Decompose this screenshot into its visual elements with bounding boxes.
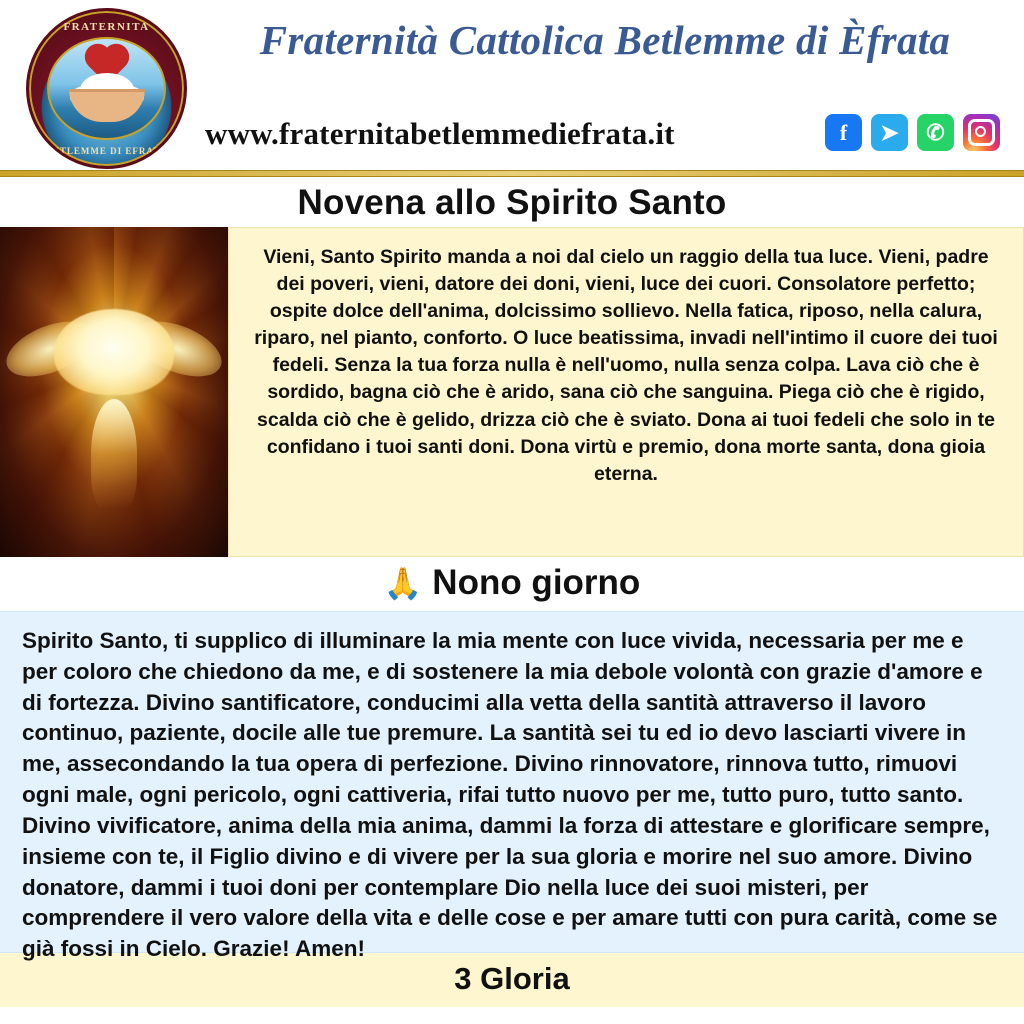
logo-ring-bottom-text: BETLEMME DI EFRATA [45,146,168,156]
praying-hands-icon: 🙏 [383,565,423,601]
logo-ring-top-text: FRATERNITA [63,21,150,33]
social-links [825,114,1000,151]
telegram-icon[interactable]: ➤ [871,114,908,151]
day-heading [0,557,1024,611]
novena-title: Novena allo Spirito Santo [297,183,727,222]
facebook-icon[interactable]: f [825,114,862,151]
dove-body [54,309,174,395]
invocation-text-panel [228,227,1024,557]
hands-icon [69,89,145,122]
instagram-icon[interactable] [963,114,1000,151]
footer-gloria: 3 Gloria [0,953,1024,1007]
dove-tail [91,399,137,509]
day-label: Nono giorno [432,563,641,602]
header [0,0,1024,170]
page-title: Fraternità Cattolica Betlemme di Èfrata [259,17,951,63]
invocation-section [0,227,1024,557]
invocation-text: Vieni, Santo Spirito manda a noi dal cielo un raggio della tua luce. Vieni, padre dei poveri, vieni, datore dei doni, vieni, luce dei cuori. Consolatore perfetto; ospite dolce dell'anima, dolcissimo sollievo. Nella fatica, riposo, nella calura, riparo, nel pianto, conforto. O luce beatissima, invadi nell'intimo il cuore dei tuoi fedeli. Senza la tua forza nulla è nell'uomo, nulla senza colpa. Lava ciò che è sordido, bagna ciò che è arido, sana ciò che sanguina. Piega ciò che è rigido, scalda ciò che è gelido, drizza ciò che è sviato. Dona ai tuoi fedeli che solo in te confidano i tuoi santi doni. Dona virtù e premio, dona morte santa, dona gioia eterna. [254,246,998,485]
holy-spirit-dove-image [0,227,228,557]
prayer-panel [0,611,1024,962]
website-url[interactable]: www.fraternitabetlemmediefrata.it [205,116,675,151]
prayer-text: Spirito Santo, ti supplico di illuminare la mia mente con luce vivida, necessaria per me e per coloro che chiedono da me, e di sostenere la mia debole volontà con grazie d'amore e di fortezza. Divino santificatore, conducimi alla vetta della santità attraverso il lavoro continuo, paziente, docile alle tue premure. La santità sei tu ed io devo lasciarti vivere in me, assecondando la tua opera di perfezione. Divino rinnovatore, rinnova tutto, rimuovi ogni male, ogni pericolo, ogni cattiveria, rifai tutto nuovo per me, tutto puro, tutto santo. Divino vivificatore, anima della mia anima, dammi la forza di attestare e glorificare sempre, insieme con te, il Figlio divino e di vivere per la sua gloria e morire nel suo amore. Divino donatore, dammi i tuoi doni per contemplare Dio nella luce dei suoi misteri, per comprendere il vero valore della vita e delle cose e per amare tutti con pura carità, come se già fossi in Cielo. Grazie! Amen! [22,628,998,962]
gold-divider [0,170,1024,177]
fraternity-logo [26,8,187,169]
instagram-camera-glyph [968,119,995,146]
whatsapp-icon[interactable]: ✆ [917,114,954,151]
logo-inner-emblem [47,37,166,140]
